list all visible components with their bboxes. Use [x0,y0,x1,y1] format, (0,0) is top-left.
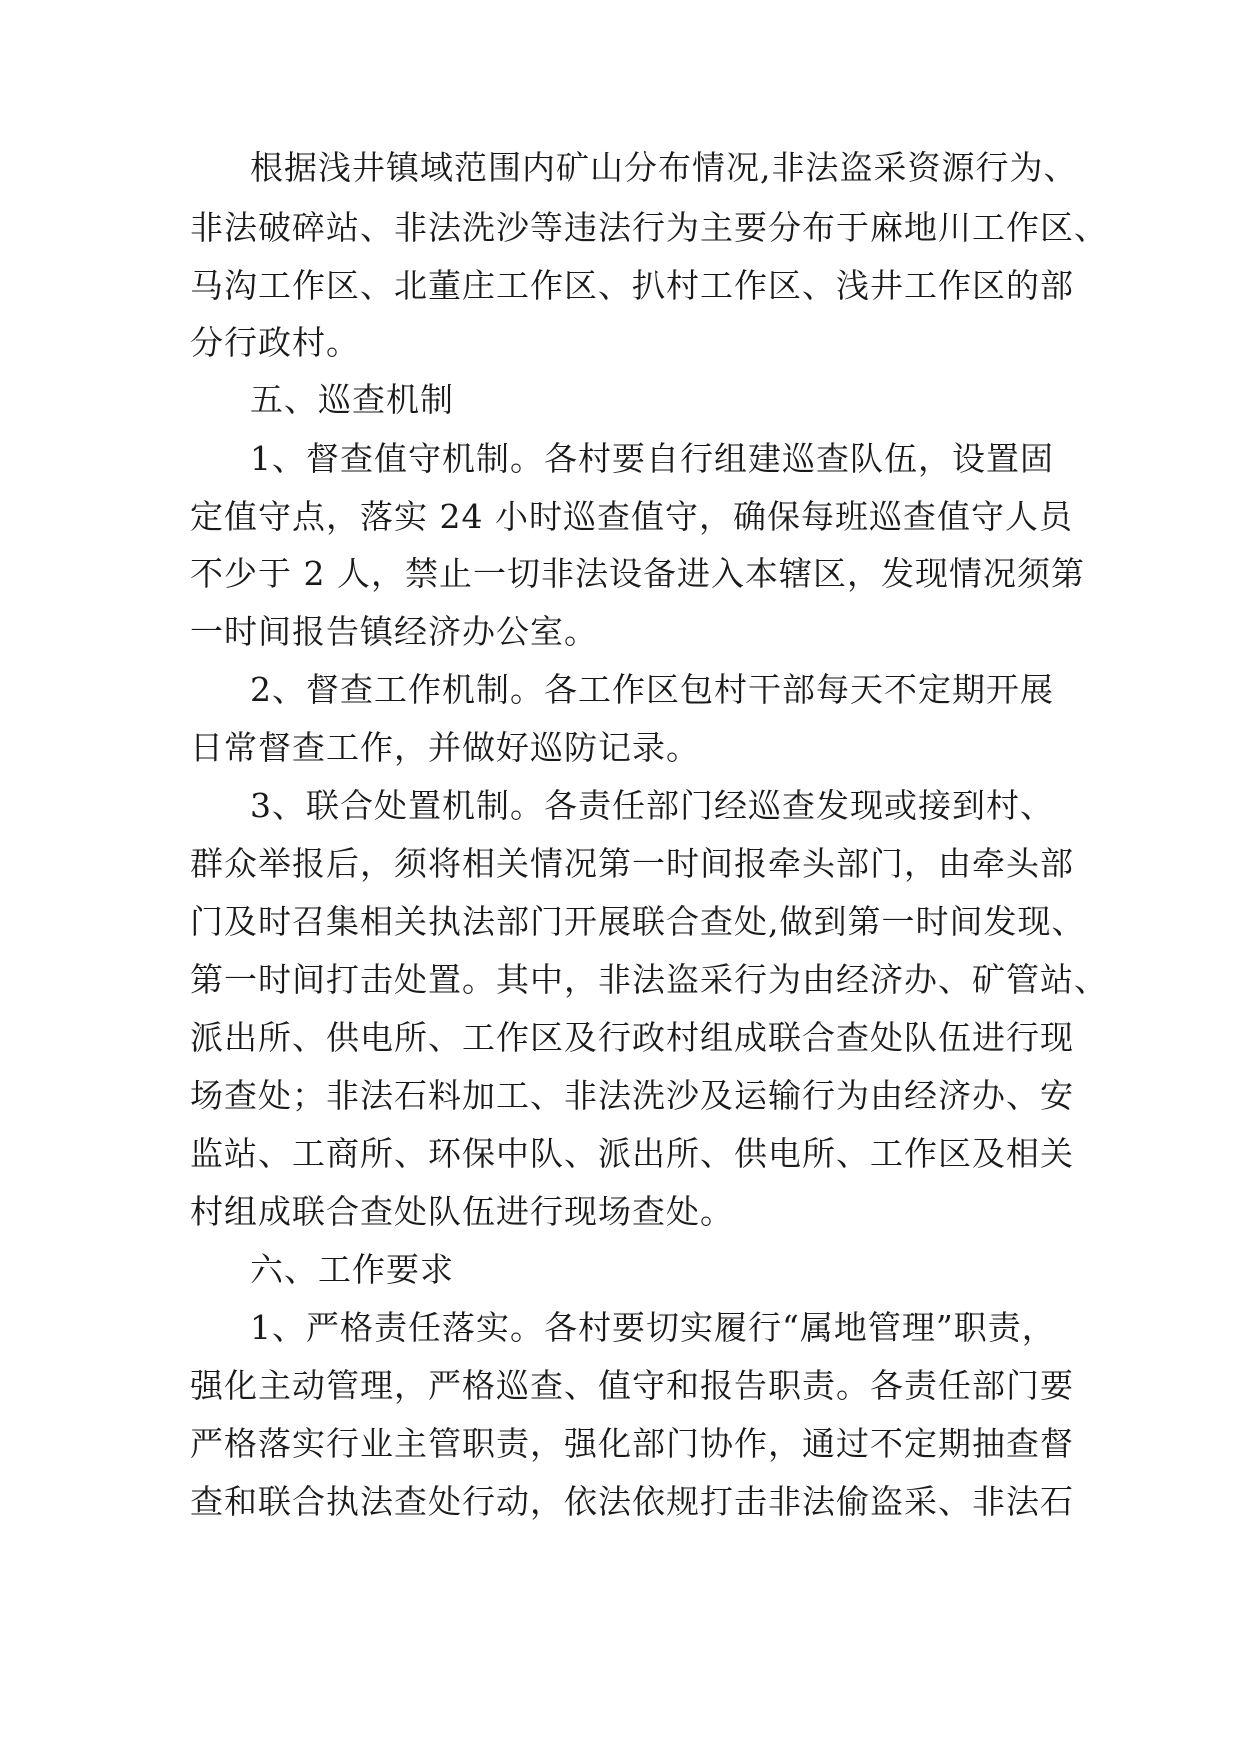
paragraph-line: 查和联合执法查处行动，依法依规打击非法偷盗采、非法石 [190,1482,1074,1521]
paragraph-line: 严格落实行业主管职责，强化部门协作，通过不定期抽查督 [190,1424,1074,1463]
paragraph-line: 1、严格责任落实。各村要切实履行“属地管理”职责， [250,1308,1056,1347]
paragraph-line: 监站、工商所、环保中队、派出所、供电所、工作区及相关 [190,1134,1074,1173]
paragraph-line: 1、督查值守机制。各村要自行组建巡查队伍，设置固 [250,439,1054,478]
section-heading: 六、工作要求 [250,1250,454,1289]
paragraph-line: 定值守点，落实 24 小时巡查值守，确保每班巡查值守人员 [190,497,1073,536]
paragraph-line: 群众举报后，须将相关情况第一时间报牵头部门，由牵头部 [190,844,1074,883]
paragraph-line: 一时间报告镇经济办公室。 [190,612,598,651]
paragraph-line: 第一时间打击处置。其中，非法盗采行为由经济办、矿管站、 [190,960,1108,999]
paragraph-line: 马沟工作区、北董庄工作区、扒村工作区、浅井工作区的部 [190,266,1074,305]
paragraph-line: 分行政村。 [190,323,360,362]
paragraph-line: 门及时召集相关执法部门开展联合查处,做到第一时间发现、 [190,902,1086,941]
paragraph-line: 根据浅井镇域范围内矿山分布情况,非法盗采资源行为、 [250,148,1078,187]
paragraph-line: 不少于 2 人，禁止一切非法设备进入本辖区，发现情况须第 [190,554,1085,593]
paragraph-line: 村组成联合查处队伍进行现场查处。 [190,1192,734,1231]
paragraph-line: 场查处；非法石料加工、非法洗沙及运输行为由经济办、安 [190,1076,1074,1115]
paragraph-line: 非法破碎站、非法洗沙等违法行为主要分布于麻地川工作区、 [190,208,1108,247]
paragraph-line: 日常督查工作，并做好巡防记录。 [190,728,700,767]
paragraph-line: 3、联合处置机制。各责任部门经巡查发现或接到村、 [250,786,1054,825]
paragraph-line: 强化主动管理，严格巡查、值守和报告职责。各责任部门要 [190,1366,1074,1405]
section-heading: 五、巡查机制 [250,380,454,419]
paragraph-line: 2、督查工作机制。各工作区包村干部每天不定期开展 [250,670,1054,709]
paragraph-line: 派出所、供电所、工作区及行政村组成联合查处队伍进行现 [190,1018,1074,1057]
